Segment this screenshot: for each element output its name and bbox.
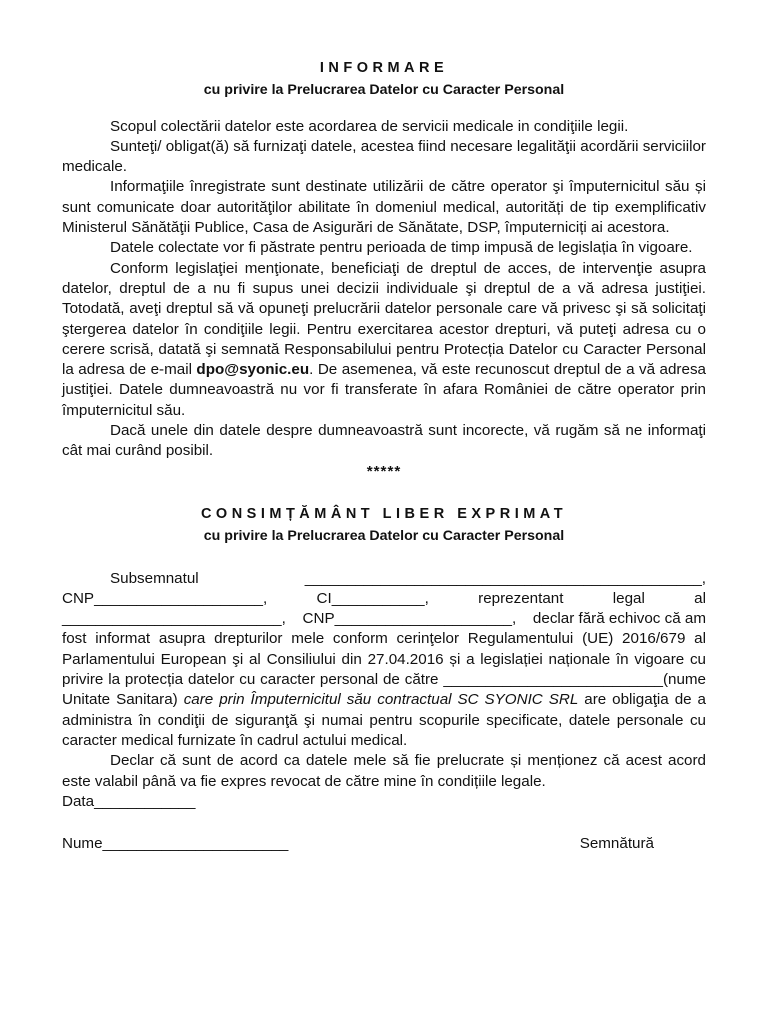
- consent-line-subsemnatul: [62, 569, 706, 589]
- section-separator: *****: [366, 462, 402, 480]
- consent-declaration: Declar că sunt de acord ca datele mele să fie prelucrate și menționez că acest acord este valabil până va fie expres revocat de către mine în condițiile legale.: [62, 752, 706, 790]
- informare-paragraph-rights: [62, 259, 706, 421]
- consent-line-representative: [62, 609, 706, 629]
- rights-text-after-email: . De asemenea, vă este recunoscut dreptul de a vă adresa justiţiei. Datele dumneavoastră nu vor fi transferate în afara României de către operator prin împuternicitul său.: [62, 361, 706, 419]
- ci-blank: CI___________,: [316, 589, 429, 607]
- informare-paragraph-scope: Scopul colectării datelor este acordarea de servicii medicale in condiţiile legii.: [110, 117, 629, 135]
- name-blank: _______________________________________________,: [304, 569, 706, 587]
- signature-label: Semnătură: [579, 835, 654, 853]
- signature-row: [62, 834, 706, 854]
- date-field: Data____________: [62, 792, 196, 810]
- subsemnatul-label: Subsemnatul: [110, 569, 199, 587]
- consent-subtitle: cu privire la Prelucrarea Datelor cu Caracter Personal: [203, 528, 565, 545]
- consent-title: CONSIMȚĂMÂNT LIBER EXPRIMAT: [200, 505, 568, 522]
- consent-body-part-1: fost informat asupra drepturilor mele conform cerinţelor Regulamentului (UE) 2016/679 al Parlamentului European şi al Consiliului din 27.04.2016 și a legislației naționale în vigoare cu privire la protecția datelor cu caracter personal de către __________________________(nume Unitate Sanitara): [62, 630, 706, 709]
- al-word: al: [694, 589, 706, 607]
- consent-body-italic: care prin Împuternicitul său contractual SC SYONIC SRL: [183, 691, 579, 709]
- informare-paragraph-retention: Datele colectate vor fi păstrate pentru perioada de timp impusă de legislația în vigoare.: [110, 239, 693, 257]
- representative-cnp-blank: CNP_____________________,: [302, 610, 517, 628]
- document-page: [62, 58, 706, 854]
- cnp-blank: CNP____________________,: [62, 589, 268, 607]
- informare-subtitle: cu privire la Prelucrarea Datelor cu Caracter Personal: [203, 82, 565, 99]
- informare-paragraph-recipients: Informaţiile înregistrate sunt destinate utilizării de către operator şi împuternicitul său și sunt comunicate doar autorităţilor abilitate în domeniul medical, autorități de tip exemplificativ Ministerul Sănătăţii Publice, Casa de Asigurări de Sănătate, DSP, împuterniciți ai acestora.: [62, 178, 706, 237]
- representative-blank: __________________________,: [62, 610, 286, 628]
- legal-word: legal: [612, 589, 645, 607]
- consent-line-cnp-ci: [62, 589, 706, 609]
- declar-text: declar fără echivoc că am: [532, 610, 706, 628]
- rights-text-before-email: Conform legislaţiei menţionate, beneficiaţi de dreptul de acces, de intervenţie asupra datelor, dreptul de a nu fi supus unei decizii individuale şi dreptul de a vă adresa justiţiei. Totodată, aveţi dreptul să vă opuneţi prelucrării datelor personale care vă privesc şi să solicitaţi ştergerea datelor în condiţiile legii. Pentru exercitarea acestor drepturi, vă puteţi adresa cu o cerere scrisă, datată şi semnată Responsabilului pentru Protecția Datelor cu Caracter Personal la adresa de e-mail: [62, 259, 706, 379]
- consent-body: [62, 629, 706, 751]
- informare-title: INFORMARE: [319, 60, 449, 76]
- dpo-email: dpo@syonic.eu: [196, 361, 310, 379]
- informare-paragraph-corrections: Dacă unele din datele despre dumneavoastră sunt incorecte, vă rugăm să ne informaţi cât mai curând posibil.: [62, 422, 706, 460]
- informare-paragraph-obligation: Sunteţi/ obligat(ă) să furnizaţi datele, acestea fiind necesare legalităţii acordării serviciilor medicale.: [62, 137, 706, 176]
- consent-body-part-2: are obligaţia de a administra în condiţii de siguranţă şi numai pentru scopurile specificate, datele personale cu caracter medical furnizate în cadrul actului medical.: [62, 691, 707, 749]
- reprezentant-word: reprezentant: [478, 589, 564, 607]
- name-field: Nume______________________: [62, 835, 289, 853]
